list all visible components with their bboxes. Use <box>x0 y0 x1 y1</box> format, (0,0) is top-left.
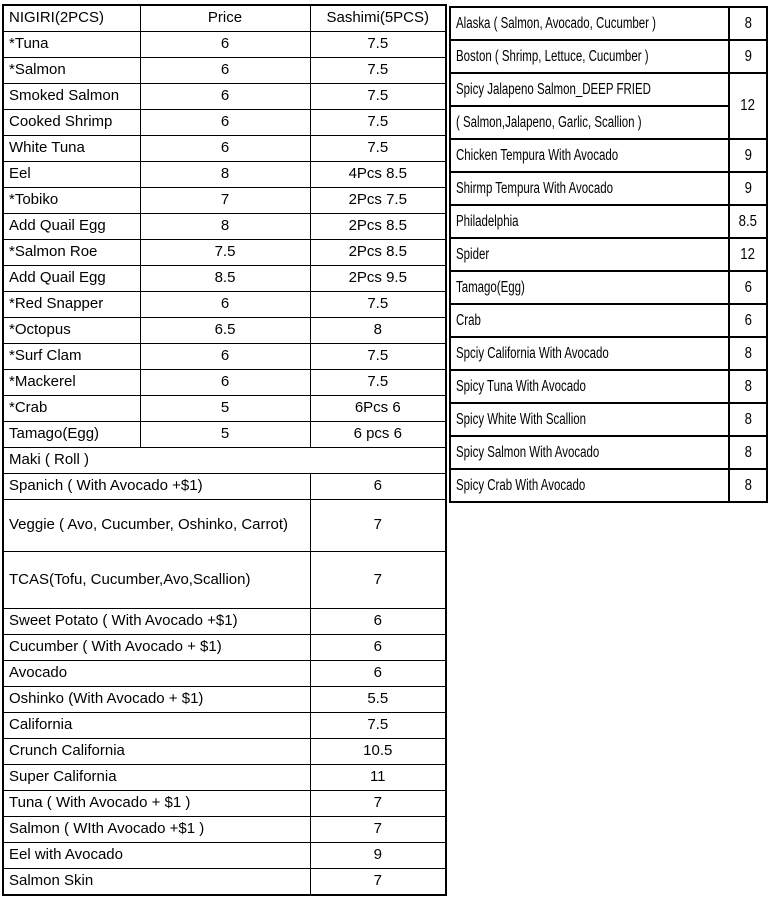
price-cell: 6 <box>140 370 310 396</box>
price-cell: 7.5 <box>310 713 446 739</box>
price-cell-text: 8 <box>744 344 752 362</box>
special-rolls-table <box>449 6 768 503</box>
left-header-row <box>3 5 446 32</box>
price-cell <box>729 337 767 370</box>
table-row <box>450 436 767 469</box>
table-row <box>3 552 446 609</box>
price-cell: 7 <box>140 188 310 214</box>
table-row <box>3 58 446 84</box>
table-row <box>3 791 446 817</box>
table-row <box>450 304 767 337</box>
table-row <box>3 500 446 552</box>
table-row <box>3 344 446 370</box>
item-name-cell <box>450 436 729 469</box>
price-cell: 6 <box>140 84 310 110</box>
price-cell: 10.5 <box>310 739 446 765</box>
item-name-cell: TCAS(Tofu, Cucumber,Avo,Scallion) <box>3 552 310 609</box>
item-name-cell-text: ( Salmon,Jalapeno, Garlic, Scallion ) <box>456 113 642 131</box>
item-name-cell: Eel with Avocado <box>3 843 310 869</box>
item-name-cell <box>450 238 729 271</box>
price-cell <box>729 370 767 403</box>
price-cell <box>729 238 767 271</box>
price-cell-text: 8 <box>744 377 752 395</box>
item-name-cell: *Salmon <box>3 58 140 84</box>
price-cell: 6 <box>140 292 310 318</box>
table-row <box>3 474 446 500</box>
item-name-cell-text: Spicy White With Scallion <box>456 410 587 428</box>
price-cell: 7.5 <box>140 240 310 266</box>
nigiri-maki-table <box>2 4 447 896</box>
item-name-cell <box>450 304 729 337</box>
item-name-cell: Super California <box>3 765 310 791</box>
item-name-cell <box>450 469 729 502</box>
item-name-cell-text: Philadelphia <box>456 212 519 230</box>
header-cell-nigiri: NIGIRI(2PCS) <box>3 5 140 32</box>
item-name-cell-text: Spicy Jalapeno Salmon_DEEP FRIED <box>456 80 651 98</box>
sashimi-cell: 2Pcs 9.5 <box>310 266 446 292</box>
item-name-cell: Oshinko (With Avocado + $1) <box>3 687 310 713</box>
item-name-cell-text: Shirmp Tempura With Avocado <box>456 179 614 197</box>
table-row <box>3 869 446 896</box>
price-cell: 8.5 <box>140 266 310 292</box>
table-row <box>3 422 446 448</box>
sashimi-cell: 7.5 <box>310 136 446 162</box>
price-cell <box>729 139 767 172</box>
item-name-cell <box>450 403 729 436</box>
price-cell-text: 8 <box>744 14 752 32</box>
item-name-cell <box>450 205 729 238</box>
item-name-cell: *Mackerel <box>3 370 140 396</box>
item-name-cell: Smoked Salmon <box>3 84 140 110</box>
price-cell-text: 6 <box>744 311 752 329</box>
table-row <box>3 292 446 318</box>
price-cell-text: 8 <box>744 410 752 428</box>
sashimi-cell: 2Pcs 8.5 <box>310 240 446 266</box>
table-row <box>450 370 767 403</box>
item-name-cell-text: Chicken Tempura With Avocado <box>456 146 619 164</box>
table-row <box>3 188 446 214</box>
price-cell: 11 <box>310 765 446 791</box>
item-name-cell: California <box>3 713 310 739</box>
price-cell: 9 <box>310 843 446 869</box>
price-cell-text: 9 <box>744 179 752 197</box>
table-row <box>3 240 446 266</box>
price-cell-text: 6 <box>744 278 752 296</box>
table-row <box>450 238 767 271</box>
item-name-cell: Tamago(Egg) <box>3 422 140 448</box>
sashimi-cell: 7.5 <box>310 84 446 110</box>
table-row <box>3 817 446 843</box>
price-cell: 6.5 <box>140 318 310 344</box>
price-cell <box>729 7 767 40</box>
item-name-cell <box>450 106 729 139</box>
item-name-cell: *Tobiko <box>3 188 140 214</box>
table-row <box>3 214 446 240</box>
price-cell <box>729 172 767 205</box>
price-cell: 7 <box>310 552 446 609</box>
maki-section-row <box>3 448 446 474</box>
price-cell: 5 <box>140 422 310 448</box>
item-name-cell-text: Spider <box>456 245 490 263</box>
sashimi-cell: 7.5 <box>310 344 446 370</box>
table-row <box>3 635 446 661</box>
table-row <box>3 765 446 791</box>
price-cell: 5 <box>140 396 310 422</box>
sashimi-cell: 7.5 <box>310 292 446 318</box>
price-cell: 8 <box>140 162 310 188</box>
item-name-cell: Salmon ( WIth Avocado +$1 ) <box>3 817 310 843</box>
table-row <box>450 73 767 106</box>
price-cell: 6 <box>140 32 310 58</box>
price-cell: 6 <box>310 661 446 687</box>
sashimi-cell: 6 pcs 6 <box>310 422 446 448</box>
price-cell-text: 8 <box>744 476 752 494</box>
price-cell <box>729 205 767 238</box>
price-cell-text: 8.5 <box>738 212 758 230</box>
item-name-cell: Avocado <box>3 661 310 687</box>
price-cell <box>729 304 767 337</box>
item-name-cell: *Octopus <box>3 318 140 344</box>
table-row <box>450 172 767 205</box>
item-name-cell: Spanich ( With Avocado +$1) <box>3 474 310 500</box>
price-cell <box>729 403 767 436</box>
price-cell <box>729 73 767 139</box>
price-cell <box>729 40 767 73</box>
item-name-cell: *Crab <box>3 396 140 422</box>
table-row <box>450 40 767 73</box>
item-name-cell-text: Alaska ( Salmon, Avocado, Cucumber ) <box>456 14 656 32</box>
table-row <box>450 469 767 502</box>
item-name-cell-text: Tamago(Egg) <box>456 278 525 296</box>
item-name-cell: Sweet Potato ( With Avocado +$1) <box>3 609 310 635</box>
item-name-cell <box>450 139 729 172</box>
table-row <box>3 687 446 713</box>
item-name-cell: Add Quail Egg <box>3 266 140 292</box>
sashimi-cell: 7.5 <box>310 370 446 396</box>
sashimi-cell: 7.5 <box>310 32 446 58</box>
item-name-cell-text: Boston ( Shrimp, Lettuce, Cucumber ) <box>456 47 649 65</box>
table-row <box>3 318 446 344</box>
table-row <box>450 205 767 238</box>
table-row <box>3 84 446 110</box>
sashimi-cell: 7.5 <box>310 58 446 84</box>
item-name-cell: Add Quail Egg <box>3 214 140 240</box>
item-name-cell <box>450 40 729 73</box>
item-name-cell <box>450 172 729 205</box>
table-row <box>3 661 446 687</box>
item-name-cell: *Surf Clam <box>3 344 140 370</box>
item-name-cell-text: Spicy Tuna With Avocado <box>456 377 586 395</box>
section-label-cell: Maki ( Roll ) <box>3 448 446 474</box>
table-row <box>450 337 767 370</box>
item-name-cell: Eel <box>3 162 140 188</box>
item-name-cell: Cooked Shrimp <box>3 110 140 136</box>
item-name-cell: White Tuna <box>3 136 140 162</box>
table-row <box>3 713 446 739</box>
table-row <box>3 162 446 188</box>
price-cell <box>729 271 767 304</box>
item-name-cell <box>450 73 729 106</box>
table-row <box>3 266 446 292</box>
table-row <box>450 271 767 304</box>
item-name-cell: Veggie ( Avo, Cucumber, Oshinko, Carrot) <box>3 500 310 552</box>
item-name-cell-text: Crab <box>456 311 481 329</box>
price-cell-text: 12 <box>740 245 756 263</box>
item-name-cell <box>450 337 729 370</box>
item-name-cell-text: Spciy California With Avocado <box>456 344 609 362</box>
item-name-cell: Cucumber ( With Avocado + $1) <box>3 635 310 661</box>
table-row <box>3 370 446 396</box>
price-cell-text: 9 <box>744 146 752 164</box>
sashimi-cell: 8 <box>310 318 446 344</box>
item-name-cell-text: Spicy Crab With Avocado <box>456 476 586 494</box>
item-name-cell <box>450 271 729 304</box>
price-cell: 7 <box>310 500 446 552</box>
price-cell: 8 <box>140 214 310 240</box>
price-cell <box>729 436 767 469</box>
price-cell-text: 12 <box>740 97 756 115</box>
table-row <box>450 139 767 172</box>
price-cell: 6 <box>140 136 310 162</box>
item-name-cell: *Tuna <box>3 32 140 58</box>
price-cell: 6 <box>140 58 310 84</box>
item-name-cell <box>450 370 729 403</box>
table-row <box>450 106 767 139</box>
price-cell: 7 <box>310 869 446 896</box>
table-row <box>3 110 446 136</box>
table-row <box>3 136 446 162</box>
price-cell: 5.5 <box>310 687 446 713</box>
price-cell: 6 <box>310 609 446 635</box>
price-cell: 7 <box>310 791 446 817</box>
item-name-cell: *Salmon Roe <box>3 240 140 266</box>
table-row <box>3 396 446 422</box>
item-name-cell: *Red Snapper <box>3 292 140 318</box>
price-cell: 7 <box>310 817 446 843</box>
sashimi-cell: 6Pcs 6 <box>310 396 446 422</box>
item-name-cell-text: Spicy Salmon With Avocado <box>456 443 600 461</box>
table-row <box>3 609 446 635</box>
price-cell: 6 <box>140 344 310 370</box>
price-cell: 6 <box>140 110 310 136</box>
price-cell: 6 <box>310 474 446 500</box>
price-cell-text: 8 <box>744 443 752 461</box>
item-name-cell <box>450 7 729 40</box>
table-row <box>3 843 446 869</box>
table-row <box>3 32 446 58</box>
table-row <box>450 7 767 40</box>
item-name-cell: Crunch California <box>3 739 310 765</box>
sashimi-cell: 2Pcs 8.5 <box>310 214 446 240</box>
item-name-cell: Salmon Skin <box>3 869 310 896</box>
header-cell-sashimi: Sashimi(5PCS) <box>310 5 446 32</box>
sashimi-cell: 2Pcs 7.5 <box>310 188 446 214</box>
header-cell-price: Price <box>140 5 310 32</box>
sashimi-cell: 7.5 <box>310 110 446 136</box>
price-cell: 6 <box>310 635 446 661</box>
price-cell-text: 9 <box>744 47 752 65</box>
sashimi-cell: 4Pcs 8.5 <box>310 162 446 188</box>
item-name-cell: Tuna ( With Avocado + $1 ) <box>3 791 310 817</box>
table-row <box>450 403 767 436</box>
price-cell <box>729 469 767 502</box>
table-row <box>3 739 446 765</box>
